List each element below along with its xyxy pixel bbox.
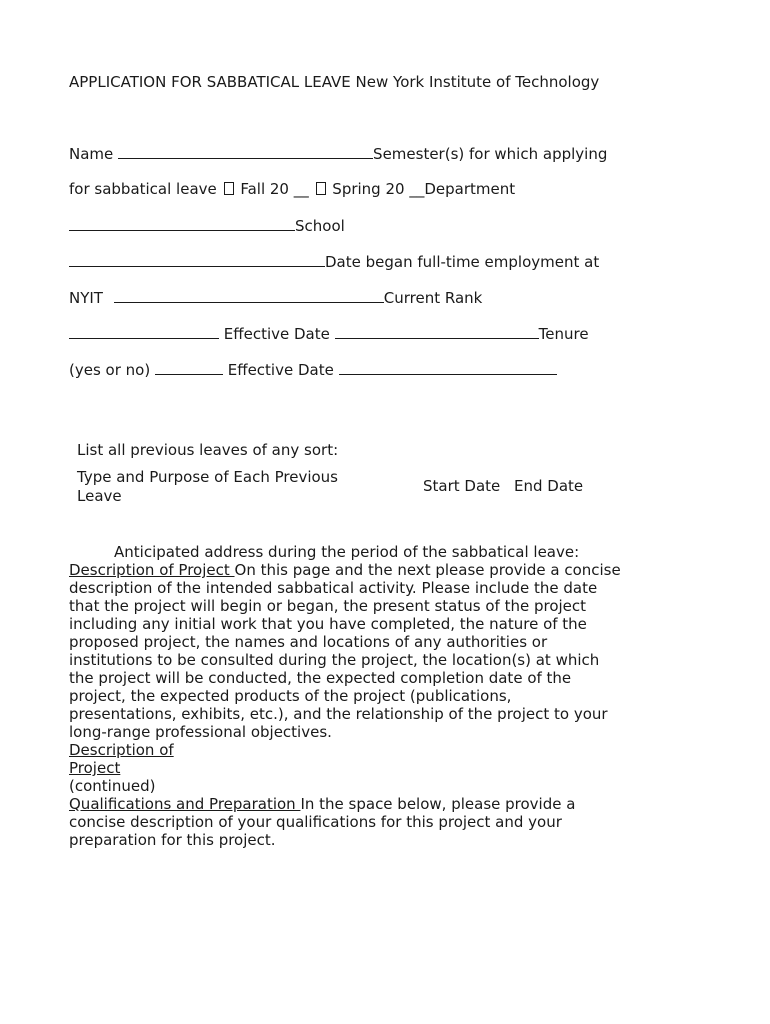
row-rank: [69, 324, 589, 343]
project-line: proposed project, the names and locations of any authorities or: [69, 633, 548, 651]
fall-label: Fall 20 __: [240, 180, 309, 198]
project-line: presentations, exhibits, etc.), and the relationship of the project to your: [69, 705, 608, 723]
project-line: that the project will begin or began, the present status of the project: [69, 597, 587, 615]
row-school: [69, 216, 345, 235]
project-section: [69, 561, 639, 849]
project-line: the project will be conducted, the expected completion date of the: [69, 669, 572, 687]
anticipated-address-label: Anticipated address during the period of the sabbatical leave:: [114, 543, 580, 561]
start-date-column-header: Start Date: [423, 477, 501, 495]
rank-effective-date-field[interactable]: [335, 324, 539, 339]
school-field[interactable]: [69, 252, 325, 267]
current-rank-label: Current Rank: [383, 289, 483, 307]
fall-checkbox[interactable]: [224, 182, 234, 195]
effective-date-label-2: Effective Date: [227, 361, 334, 379]
qualifications-intro-line: [69, 795, 639, 813]
form-title: APPLICATION FOR SABBATICAL LEAVE New York Institute of Technology: [69, 73, 600, 91]
tenure-field[interactable]: [155, 360, 223, 375]
project-line: long-range professional objectives.: [69, 723, 332, 741]
continued-note: (continued): [69, 777, 156, 795]
nyit-label: NYIT: [69, 289, 103, 307]
qualifications-line: In the space below, please provide a: [300, 795, 576, 813]
project-line: institutions to be consulted during the project, the location(s) at which: [69, 651, 600, 669]
continued-heading: Description of: [69, 741, 174, 759]
qualifications-line: preparation for this project.: [69, 831, 276, 849]
semester-label: Semester(s) for which applying: [373, 145, 608, 163]
project-line: project, the expected products of the project (publications,: [69, 687, 512, 705]
spring-checkbox[interactable]: [316, 182, 326, 195]
row-name: [69, 144, 607, 163]
end-date-column-header: End Date: [514, 477, 584, 495]
leave-type-column-header: Type and Purpose of Each Previous Leave: [77, 468, 338, 505]
department-label: Department: [424, 180, 516, 198]
date-began-label: Date began full-time employment at: [325, 253, 600, 271]
name-field[interactable]: [118, 144, 373, 159]
school-label: School: [295, 217, 345, 235]
continued-heading-2: Project: [69, 759, 121, 777]
tenure-effective-date-field[interactable]: [339, 360, 557, 375]
effective-date-label: Effective Date: [223, 325, 330, 343]
for-leave-label: for sabbatical leave: [69, 180, 217, 198]
department-field[interactable]: [69, 216, 295, 231]
current-rank-field[interactable]: [69, 324, 219, 339]
date-began-field[interactable]: [114, 288, 384, 303]
row-tenure: [69, 360, 557, 379]
row-nyit: [69, 288, 482, 307]
project-heading: Description of Project: [69, 561, 235, 579]
name-label: Name: [69, 145, 114, 163]
row-semester: [69, 180, 515, 198]
project-intro-line: [69, 561, 639, 579]
project-line: including any initial work that you have completed, the nature of the: [69, 615, 587, 633]
tenure-label: Tenure: [538, 325, 589, 343]
qualifications-line: concise description of your qualifications for this project and your: [69, 813, 562, 831]
previous-leaves-heading: List all previous leaves of any sort:: [77, 441, 339, 459]
qualifications-heading: Qualifications and Preparation: [69, 795, 301, 813]
row-date-began: [69, 252, 599, 271]
yes-no-label: (yes or no): [69, 361, 151, 379]
project-line: On this page and the next please provide a concise: [234, 561, 621, 579]
spring-label: Spring 20 __: [332, 180, 425, 198]
project-line: description of the intended sabbatical activity. Please include the date: [69, 579, 598, 597]
